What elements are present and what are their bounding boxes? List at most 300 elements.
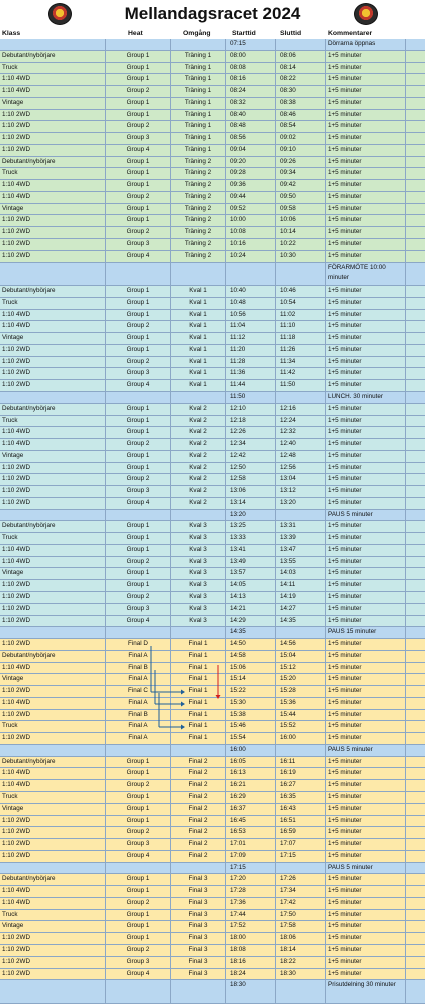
cell-heat: Group 4 xyxy=(106,969,171,980)
cell-omgang: Final 2 xyxy=(171,851,226,862)
cell-starttid: 13:25 xyxy=(226,521,276,532)
cell-sluttid: 15:20 xyxy=(276,674,326,685)
cell-omgang: Kval 2 xyxy=(171,427,226,438)
cell-kommentarer: 1+5 minuter xyxy=(326,851,406,862)
cell-starttid: 16:13 xyxy=(226,768,276,779)
cell-kommentarer: 1+5 minuter xyxy=(326,192,406,203)
cell-omgang: Kval 2 xyxy=(171,463,226,474)
cell-sluttid: 12:16 xyxy=(276,404,326,415)
cell-heat: Group 1 xyxy=(106,933,171,944)
cell-heat: Group 4 xyxy=(106,251,171,262)
cell-omgang: Final 2 xyxy=(171,757,226,768)
cell-heat: Group 1 xyxy=(106,921,171,932)
cell-klass: 1:10 4WD xyxy=(0,698,106,709)
cell-heat: Group 1 xyxy=(106,404,171,415)
cell-heat: Group 3 xyxy=(106,604,171,615)
cell-kommentarer: 1+5 minuter xyxy=(326,639,406,650)
cell-sluttid: 15:28 xyxy=(276,686,326,697)
cell-starttid: 12:58 xyxy=(226,474,276,485)
cell-heat: Group 1 xyxy=(106,180,171,191)
col-header-heat: Heat xyxy=(128,30,143,37)
cell-sluttid: 08:46 xyxy=(276,110,326,121)
cell-omgang: Final 3 xyxy=(171,933,226,944)
cell-kommentarer: 1+5 minuter xyxy=(326,592,406,603)
cell-kommentarer: 1+5 minuter xyxy=(326,521,406,532)
cell-kommentarer: 1+5 minuter xyxy=(326,145,406,156)
cell-kommentarer: 1+5 minuter xyxy=(326,98,406,109)
cell-sluttid: 09:58 xyxy=(276,204,326,215)
cell-kommentarer: 1+5 minuter xyxy=(326,839,406,850)
cell-starttid: 10:08 xyxy=(226,227,276,238)
cell-klass: Vintage xyxy=(0,804,106,815)
col-header-sluttid: Sluttid xyxy=(280,30,302,37)
cell-kommentarer: Prisutdelning 30 minuter xyxy=(326,980,406,1003)
cell-starttid: 08:08 xyxy=(226,63,276,74)
cell-kommentarer: 1+5 minuter xyxy=(326,427,406,438)
cell-kommentarer: 1+5 minuter xyxy=(326,933,406,944)
cell-starttid: 09:04 xyxy=(226,145,276,156)
cell-omgang: Kval 1 xyxy=(171,310,226,321)
cell-omgang: Träning 2 xyxy=(171,204,226,215)
cell-starttid: 13:06 xyxy=(226,486,276,497)
cell-klass: 1:10 2WD xyxy=(0,145,106,156)
cell-omgang: Final 3 xyxy=(171,886,226,897)
cell-omgang: Träning 2 xyxy=(171,239,226,250)
cell-klass: 1:10 2WD xyxy=(0,580,106,591)
cell-kommentarer: 1+5 minuter xyxy=(326,733,406,744)
cell-kommentarer: 1+5 minuter xyxy=(326,321,406,332)
cell-heat: Group 1 xyxy=(106,804,171,815)
cell-heat: Group 1 xyxy=(106,792,171,803)
cell-kommentarer: 1+5 minuter xyxy=(326,368,406,379)
cell-kommentarer: 1+5 minuter xyxy=(326,63,406,74)
cell-omgang: Träning 2 xyxy=(171,227,226,238)
cell-sluttid: 13:20 xyxy=(276,498,326,509)
cell-omgang: Final 1 xyxy=(171,639,226,650)
cell-heat: Group 2 xyxy=(106,474,171,485)
cell-heat: Group 3 xyxy=(106,133,171,144)
cell-sluttid: 10:54 xyxy=(276,298,326,309)
cell-starttid: 14:35 xyxy=(226,627,276,638)
cell-omgang: Träning 1 xyxy=(171,51,226,62)
cell-kommentarer: 1+5 minuter xyxy=(326,215,406,226)
cell-klass: Truck xyxy=(0,533,106,544)
cell-klass: 1:10 2WD xyxy=(0,345,106,356)
cell-heat: Group 1 xyxy=(106,427,171,438)
cell-klass: 1:10 2WD xyxy=(0,121,106,132)
cell-heat: Group 1 xyxy=(106,168,171,179)
cell-kommentarer: 1+5 minuter xyxy=(326,710,406,721)
cell-heat: Group 2 xyxy=(106,86,171,97)
cell-kommentarer: 1+5 minuter xyxy=(326,439,406,450)
cell-kommentarer: 1+5 minuter xyxy=(326,604,406,615)
cell-klass: 1:10 2WD xyxy=(0,816,106,827)
cell-sluttid: 12:24 xyxy=(276,416,326,427)
cell-klass: 1:10 4WD xyxy=(0,557,106,568)
cell-heat: Group 2 xyxy=(106,357,171,368)
cell-sluttid: 13:55 xyxy=(276,557,326,568)
cell-kommentarer: 1+5 minuter xyxy=(326,310,406,321)
cell-omgang: Final 3 xyxy=(171,921,226,932)
cell-kommentarer: 1+5 minuter xyxy=(326,498,406,509)
cell-heat: Group 4 xyxy=(106,145,171,156)
cell-kommentarer: 1+5 minuter xyxy=(326,133,406,144)
cell-klass: 1:10 4WD xyxy=(0,545,106,556)
cell-omgang: Final 1 xyxy=(171,686,226,697)
cell-starttid: 08:56 xyxy=(226,133,276,144)
cell-sluttid: 13:39 xyxy=(276,533,326,544)
cell-kommentarer: 1+5 minuter xyxy=(326,816,406,827)
cell-klass: 1:10 2WD xyxy=(0,686,106,697)
cell-klass: 1:10 2WD xyxy=(0,357,106,368)
cell-starttid: 15:30 xyxy=(226,698,276,709)
cell-heat: Group 2 xyxy=(106,827,171,838)
cell-klass: 1:10 2WD xyxy=(0,110,106,121)
cell-omgang: Kval 2 xyxy=(171,474,226,485)
cell-kommentarer: 1+5 minuter xyxy=(326,827,406,838)
cell-starttid: 17:01 xyxy=(226,839,276,850)
cell-sluttid: 18:30 xyxy=(276,969,326,980)
cell-omgang: Final 2 xyxy=(171,816,226,827)
cell-omgang: Kval 3 xyxy=(171,580,226,591)
cell-heat: Group 1 xyxy=(106,157,171,168)
cell-omgang: Final 3 xyxy=(171,969,226,980)
cell-klass: Debutant/nybörjare xyxy=(0,51,106,62)
cell-kommentarer: 1+5 minuter xyxy=(326,545,406,556)
cell-heat: Group 1 xyxy=(106,74,171,85)
cell-starttid: 08:32 xyxy=(226,98,276,109)
cell-omgang: Träning 1 xyxy=(171,86,226,97)
cell-kommentarer: PAUS 5 minuter xyxy=(326,745,406,756)
cell-sluttid: 18:06 xyxy=(276,933,326,944)
cell-sluttid: 09:42 xyxy=(276,180,326,191)
cell-starttid: 10:48 xyxy=(226,298,276,309)
cell-starttid: 17:20 xyxy=(226,874,276,885)
cell-sluttid: 16:51 xyxy=(276,816,326,827)
cell-kommentarer: 1+5 minuter xyxy=(326,333,406,344)
cell-klass: 1:10 2WD xyxy=(0,239,106,250)
cell-starttid: 11:20 xyxy=(226,345,276,356)
cell-klass: Vintage xyxy=(0,451,106,462)
cell-omgang: Final 3 xyxy=(171,957,226,968)
cell-starttid: 11:04 xyxy=(226,321,276,332)
cell-heat: Group 1 xyxy=(106,874,171,885)
cell-omgang: Träning 2 xyxy=(171,180,226,191)
cell-heat: Group 2 xyxy=(106,121,171,132)
cell-sluttid: 08:14 xyxy=(276,63,326,74)
cell-starttid: 17:09 xyxy=(226,851,276,862)
cell-sluttid: 16:35 xyxy=(276,792,326,803)
cell-sluttid: 17:50 xyxy=(276,910,326,921)
cell-starttid: 15:06 xyxy=(226,663,276,674)
cell-starttid: 15:14 xyxy=(226,674,276,685)
cell-omgang: Kval 1 xyxy=(171,368,226,379)
cell-kommentarer: 1+5 minuter xyxy=(326,557,406,568)
cell-kommentarer: 1+5 minuter xyxy=(326,686,406,697)
cell-klass: 1:10 4WD xyxy=(0,192,106,203)
cell-omgang: Kval 2 xyxy=(171,404,226,415)
cell-kommentarer: 1+5 minuter xyxy=(326,227,406,238)
cell-sluttid: 16:11 xyxy=(276,757,326,768)
cell-starttid: 08:40 xyxy=(226,110,276,121)
cell-klass: 1:10 4WD xyxy=(0,898,106,909)
cell-starttid: 11:50 xyxy=(226,392,276,403)
cell-kommentarer: 1+5 minuter xyxy=(326,286,406,297)
cell-omgang: Final 1 xyxy=(171,710,226,721)
cell-heat: Group 3 xyxy=(106,486,171,497)
cell-starttid: 16:37 xyxy=(226,804,276,815)
cell-kommentarer: 1+5 minuter xyxy=(326,157,406,168)
cell-starttid: 14:50 xyxy=(226,639,276,650)
cell-kommentarer: FÖRARMÖTE 10:00 minuter xyxy=(326,263,406,286)
cell-starttid: 15:46 xyxy=(226,721,276,732)
cell-kommentarer: 1+5 minuter xyxy=(326,898,406,909)
cell-klass: 1:10 2WD xyxy=(0,969,106,980)
cell-starttid: 16:45 xyxy=(226,816,276,827)
red-arrow-head-icon xyxy=(216,695,221,699)
cell-omgang: Träning 1 xyxy=(171,121,226,132)
cell-klass: Vintage xyxy=(0,98,106,109)
cell-kommentarer: 1+5 minuter xyxy=(326,357,406,368)
cell-starttid: 18:08 xyxy=(226,945,276,956)
cell-sluttid: 15:44 xyxy=(276,710,326,721)
cell-starttid: 16:21 xyxy=(226,780,276,791)
cell-kommentarer: LUNCH. 30 minuter xyxy=(326,392,406,403)
cell-klass: 1:10 2WD xyxy=(0,474,106,485)
cell-klass: 1:10 2WD xyxy=(0,827,106,838)
cell-sluttid: 11:50 xyxy=(276,380,326,391)
cell-sluttid: 17:15 xyxy=(276,851,326,862)
cell-starttid: 12:50 xyxy=(226,463,276,474)
cell-starttid: 18:24 xyxy=(226,969,276,980)
cell-sluttid: 12:48 xyxy=(276,451,326,462)
cell-starttid: 14:29 xyxy=(226,616,276,627)
arrow-head-icon xyxy=(181,702,185,707)
cell-omgang: Kval 3 xyxy=(171,533,226,544)
cell-kommentarer: 1+5 minuter xyxy=(326,74,406,85)
cell-klass: 1:10 2WD xyxy=(0,604,106,615)
cell-heat: Group 1 xyxy=(106,204,171,215)
cell-heat: Final C xyxy=(106,686,171,697)
cell-starttid: 17:36 xyxy=(226,898,276,909)
cell-sluttid: 18:14 xyxy=(276,945,326,956)
cell-kommentarer: 1+5 minuter xyxy=(326,580,406,591)
cell-heat: Group 2 xyxy=(106,227,171,238)
cell-omgang: Final 3 xyxy=(171,910,226,921)
cell-omgang: Final 2 xyxy=(171,792,226,803)
cell-starttid: 08:16 xyxy=(226,74,276,85)
cell-sluttid: 16:43 xyxy=(276,804,326,815)
cell-sluttid: 15:12 xyxy=(276,663,326,674)
cell-heat: Final D xyxy=(106,639,171,650)
cell-klass: 1:10 4WD xyxy=(0,310,106,321)
cell-starttid: 18:16 xyxy=(226,957,276,968)
cell-starttid: 16:53 xyxy=(226,827,276,838)
cell-starttid: 12:26 xyxy=(226,427,276,438)
cell-kommentarer: 1+5 minuter xyxy=(326,239,406,250)
cell-starttid: 16:29 xyxy=(226,792,276,803)
cell-kommentarer: 1+5 minuter xyxy=(326,568,406,579)
cell-sluttid: 11:10 xyxy=(276,321,326,332)
cell-heat: Group 4 xyxy=(106,380,171,391)
cell-sluttid: 16:27 xyxy=(276,780,326,791)
cell-starttid: 17:15 xyxy=(226,863,276,874)
cell-sluttid: 13:04 xyxy=(276,474,326,485)
cell-heat: Group 1 xyxy=(106,416,171,427)
cell-omgang: Kval 1 xyxy=(171,357,226,368)
arrow-head-icon xyxy=(181,725,185,730)
cell-sluttid: 11:02 xyxy=(276,310,326,321)
cell-kommentarer: 1+5 minuter xyxy=(326,451,406,462)
cell-omgang: Final 1 xyxy=(171,674,226,685)
cell-heat: Group 1 xyxy=(106,521,171,532)
cell-sluttid: 17:42 xyxy=(276,898,326,909)
cell-heat: Group 1 xyxy=(106,98,171,109)
cell-starttid: 08:00 xyxy=(226,51,276,62)
cell-klass: 1:10 2WD xyxy=(0,251,106,262)
cell-klass: Truck xyxy=(0,910,106,921)
cell-heat: Group 2 xyxy=(106,321,171,332)
cell-heat: Final A xyxy=(106,651,171,662)
page-title: Mellandagsracet 2024 xyxy=(124,4,301,23)
cell-heat: Final A xyxy=(106,674,171,685)
cell-klass: 1:10 2WD xyxy=(0,215,106,226)
cell-heat: Group 2 xyxy=(106,557,171,568)
cell-sluttid: 14:27 xyxy=(276,604,326,615)
cell-sluttid: 09:26 xyxy=(276,157,326,168)
cell-kommentarer: 1+5 minuter xyxy=(326,663,406,674)
cell-heat: Group 3 xyxy=(106,839,171,850)
cell-sluttid: 11:18 xyxy=(276,333,326,344)
cell-klass: 1:10 4WD xyxy=(0,74,106,85)
cell-starttid: 09:28 xyxy=(226,168,276,179)
cell-starttid: 10:56 xyxy=(226,310,276,321)
cell-omgang: Träning 1 xyxy=(171,63,226,74)
cell-starttid: 16:00 xyxy=(226,745,276,756)
cell-omgang: Kval 3 xyxy=(171,568,226,579)
cell-starttid: 14:58 xyxy=(226,651,276,662)
cell-sluttid: 17:07 xyxy=(276,839,326,850)
cell-omgang: Träning 1 xyxy=(171,74,226,85)
cell-starttid: 13:14 xyxy=(226,498,276,509)
cell-omgang: Kval 2 xyxy=(171,416,226,427)
cell-heat: Group 2 xyxy=(106,192,171,203)
cell-klass: 1:10 2WD xyxy=(0,498,106,509)
cell-kommentarer: 1+5 minuter xyxy=(326,957,406,968)
cell-klass: Debutant/nybörjare xyxy=(0,651,106,662)
cell-omgang: Final 1 xyxy=(171,733,226,744)
cell-klass: 1:10 2WD xyxy=(0,933,106,944)
cell-omgang: Final 2 xyxy=(171,839,226,850)
cell-kommentarer: 1+5 minuter xyxy=(326,804,406,815)
cell-sluttid: 10:06 xyxy=(276,215,326,226)
cell-kommentarer: 1+5 minuter xyxy=(326,969,406,980)
cell-kommentarer: 1+5 minuter xyxy=(326,463,406,474)
cell-starttid: 12:42 xyxy=(226,451,276,462)
cell-omgang: Kval 2 xyxy=(171,451,226,462)
cell-starttid: 18:30 xyxy=(226,980,276,1003)
cell-sluttid: 08:06 xyxy=(276,51,326,62)
cell-sluttid: 16:59 xyxy=(276,827,326,838)
cell-heat: Final A xyxy=(106,698,171,709)
cell-klass: 1:10 2WD xyxy=(0,463,106,474)
cell-klass: 1:10 2WD xyxy=(0,851,106,862)
cell-kommentarer: 1+5 minuter xyxy=(326,486,406,497)
cell-sluttid: 17:58 xyxy=(276,921,326,932)
cell-sluttid: 12:40 xyxy=(276,439,326,450)
cell-klass: Debutant/nybörjare xyxy=(0,757,106,768)
cell-kommentarer: 1+5 minuter xyxy=(326,204,406,215)
cell-sluttid: 08:22 xyxy=(276,74,326,85)
cell-starttid: 17:44 xyxy=(226,910,276,921)
cell-omgang: Kval 1 xyxy=(171,298,226,309)
cell-sluttid: 09:34 xyxy=(276,168,326,179)
cell-starttid: 12:18 xyxy=(226,416,276,427)
cell-starttid: 11:28 xyxy=(226,357,276,368)
cell-kommentarer: 1+5 minuter xyxy=(326,616,406,627)
cell-kommentarer: 1+5 minuter xyxy=(326,674,406,685)
cell-heat: Group 3 xyxy=(106,368,171,379)
cell-sluttid: 13:12 xyxy=(276,486,326,497)
cell-heat: Group 1 xyxy=(106,886,171,897)
cell-heat: Final A xyxy=(106,721,171,732)
cell-heat: Group 1 xyxy=(106,345,171,356)
cell-omgang: Kval 1 xyxy=(171,321,226,332)
cell-heat: Group 4 xyxy=(106,498,171,509)
cell-sluttid: 13:47 xyxy=(276,545,326,556)
cell-starttid: 09:20 xyxy=(226,157,276,168)
cell-klass: 1:10 4WD xyxy=(0,321,106,332)
cell-klass: 1:10 4WD xyxy=(0,86,106,97)
cell-klass: 1:10 2WD xyxy=(0,639,106,650)
cell-klass: 1:10 2WD xyxy=(0,592,106,603)
cell-klass: 1:10 4WD xyxy=(0,886,106,897)
cell-klass: 1:10 4WD xyxy=(0,439,106,450)
cell-klass: 1:10 4WD xyxy=(0,427,106,438)
cell-kommentarer: 1+5 minuter xyxy=(326,768,406,779)
cell-klass: Vintage xyxy=(0,333,106,344)
cell-sluttid: 11:42 xyxy=(276,368,326,379)
cell-kommentarer: 1+5 minuter xyxy=(326,168,406,179)
cell-heat: Final A xyxy=(106,733,171,744)
cell-starttid: 15:54 xyxy=(226,733,276,744)
cell-starttid: 07:15 xyxy=(226,39,276,50)
cell-omgang: Träning 2 xyxy=(171,192,226,203)
cell-starttid: 08:48 xyxy=(226,121,276,132)
cell-klass: Debutant/nybörjare xyxy=(0,404,106,415)
cell-starttid: 09:44 xyxy=(226,192,276,203)
cell-starttid: 16:05 xyxy=(226,757,276,768)
cell-klass: Debutant/nybörjare xyxy=(0,286,106,297)
cell-heat: Group 1 xyxy=(106,533,171,544)
cell-omgang: Kval 3 xyxy=(171,545,226,556)
cell-starttid: 12:10 xyxy=(226,404,276,415)
cell-starttid: 13:57 xyxy=(226,568,276,579)
cell-heat: Group 1 xyxy=(106,215,171,226)
cell-heat: Group 1 xyxy=(106,63,171,74)
cell-klass: 1:10 2WD xyxy=(0,839,106,850)
cell-kommentarer: 1+5 minuter xyxy=(326,298,406,309)
cell-heat: Group 1 xyxy=(106,568,171,579)
cell-omgang: Kval 1 xyxy=(171,380,226,391)
cell-kommentarer: 1+5 minuter xyxy=(326,474,406,485)
cell-kommentarer: Dörrarna öppnas xyxy=(326,39,406,50)
col-header-starttid: Starttid xyxy=(232,30,256,37)
cell-omgang: Final 3 xyxy=(171,874,226,885)
cell-sluttid: 08:38 xyxy=(276,98,326,109)
cell-heat: Group 3 xyxy=(106,957,171,968)
cell-sluttid: 17:34 xyxy=(276,886,326,897)
